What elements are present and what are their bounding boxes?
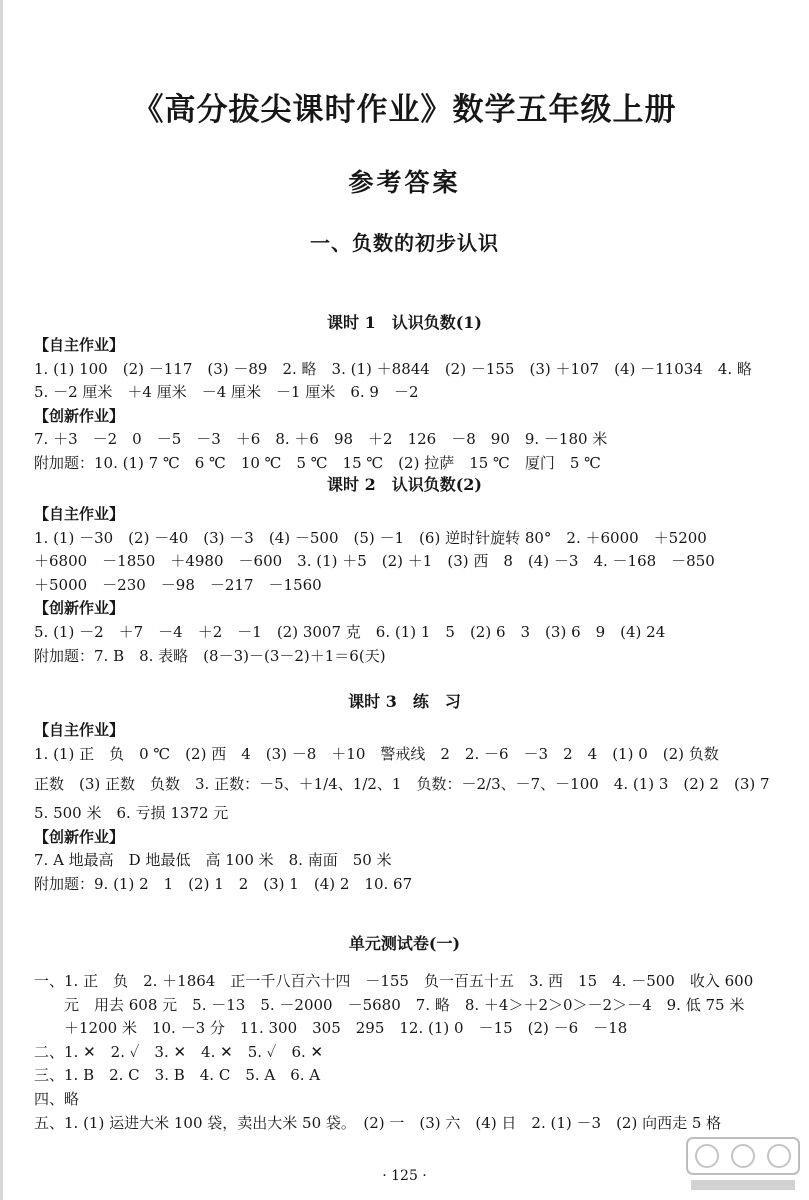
answer-line: 五、1. (1) 运进大米 100 袋，卖出大米 50 袋。 (2) 一 (3) 六 (4) 日 2. (1) －3 (2) 向西走 5 格 <box>34 1113 722 1132</box>
section-tag: 【创新作业】 <box>34 827 125 846</box>
section-tag: 【自主作业】 <box>34 336 125 354</box>
unit-test-heading: 单元测试卷(一) <box>348 934 461 953</box>
section-tag: 【自主作业】 <box>34 505 125 523</box>
answer-line: 附加题：9. (1) 2 1 (2) 1 2 (3) 1 (4) 2 10. 67 <box>34 874 413 893</box>
answer-line: ＋6800 －1850 ＋4980 －600 3. (1) ＋5 (2) ＋1 (3) 西 8 (4) －3 4. －168 －850 <box>34 552 715 571</box>
answer-line: 7. ＋3 －2 0 －5 －3 ＋6 8. ＋6 98 ＋2 126 －8 90 9. －180 米 <box>34 430 608 449</box>
answer-line: ＋5000 －230 －98 －217 －1560 <box>34 575 322 594</box>
chapter-heading: 一、负数的初步认识 <box>310 231 499 255</box>
answer-line: 三、1. B 2. C 3. B 4. C 5. A 6. A <box>34 1066 321 1085</box>
answer-line: 元 用去 608 元 5. －13 5. －2000 －5680 7. 略 8. ＋4＞＋2＞0＞－2＞－4 9. 低 75 米 <box>34 995 745 1014</box>
answer-line: 正数 (3) 正数 负数 3. 正数：－5、＋1/4、1/2、1 负数：－2/3、－7、－100 4. (1) 3 (2) 2 (3) 7 <box>34 775 770 794</box>
answer-line: 二、1. ✕ 2. ✓ 3. ✕ 4. ✕ 5. ✓ 6. ✕ <box>34 1042 324 1061</box>
watermark-logo <box>683 1132 803 1196</box>
lesson-1-heading: 课时 1 认识负数(1) <box>327 313 482 332</box>
unit-test-answers <box>34 970 794 1135</box>
answer-line: 一、1. 正 负 2. ＋1864 正一千八百六十四 －155 负一百五十五 3. 西 15 4. －500 收入 600 <box>34 972 754 990</box>
answer-line: 1. (1) －30 (2) －40 (3) －3 (4) －500 (5) －1 (6) 逆时针旋转 80° 2. ＋6000 ＋5200 <box>34 528 707 547</box>
answer-line: 1. (1) 正 负 0 ℃ (2) 西 4 (3) －8 ＋10 警戒线 2 2. －6 －3 2 4 (1) 0 (2) 负数 <box>34 744 719 763</box>
answer-line: 1. (1) 100 (2) －117 (3) －89 2. 略 3. (1) ＋8844 (2) －155 (3) ＋107 (4) －11034 4. 略 <box>34 359 752 378</box>
lesson-2-heading: 课时 2 认识负数(2) <box>327 475 482 494</box>
page-number: · 125 · <box>382 1168 427 1184</box>
lesson-3-heading: 课时 3 练 习 <box>348 692 461 711</box>
section-tag: 【创新作业】 <box>34 599 125 618</box>
lesson-3-answers <box>34 719 794 897</box>
answer-line: ＋1200 米 10. －3 分 11. 300 305 295 12. (1) 0 －15 (2) －6 －18 <box>34 1019 628 1038</box>
lesson-1-answers <box>34 334 794 476</box>
answer-line: 附加题：10. (1) 7 ℃ 6 ℃ 10 ℃ 5 ℃ 15 ℃ (2) 拉萨 15 ℃ 厦门 5 ℃ <box>34 453 601 472</box>
answer-line: 7. A 地最高 D 地最低 高 100 米 8. 南面 50 米 <box>34 851 392 870</box>
answer-line: 5. (1) －2 ＋7 －4 ＋2 －1 (2) 3007 克 6. (1) 1 5 (2) 6 3 (3) 6 9 (4) 24 <box>34 622 666 641</box>
book-title: 《高分拔尖课时作业》数学五年级上册 <box>132 92 677 128</box>
lesson-2-answers <box>34 503 794 668</box>
section-tag: 【自主作业】 <box>34 721 125 739</box>
section-tag: 【创新作业】 <box>34 406 125 425</box>
answer-line: 附加题：7. B 8. 表略 (8－3)－(3－2)＋1＝6(天) <box>34 646 386 665</box>
answer-line: 四、略 <box>34 1089 80 1108</box>
answer-line: 5. －2 厘米 ＋4 厘米 －4 厘米 －1 厘米 6. 9 －2 <box>34 383 419 402</box>
answers-heading: 参考答案 <box>348 168 461 197</box>
answer-line: 5. 500 米 6. 亏损 1372 元 <box>34 804 229 823</box>
